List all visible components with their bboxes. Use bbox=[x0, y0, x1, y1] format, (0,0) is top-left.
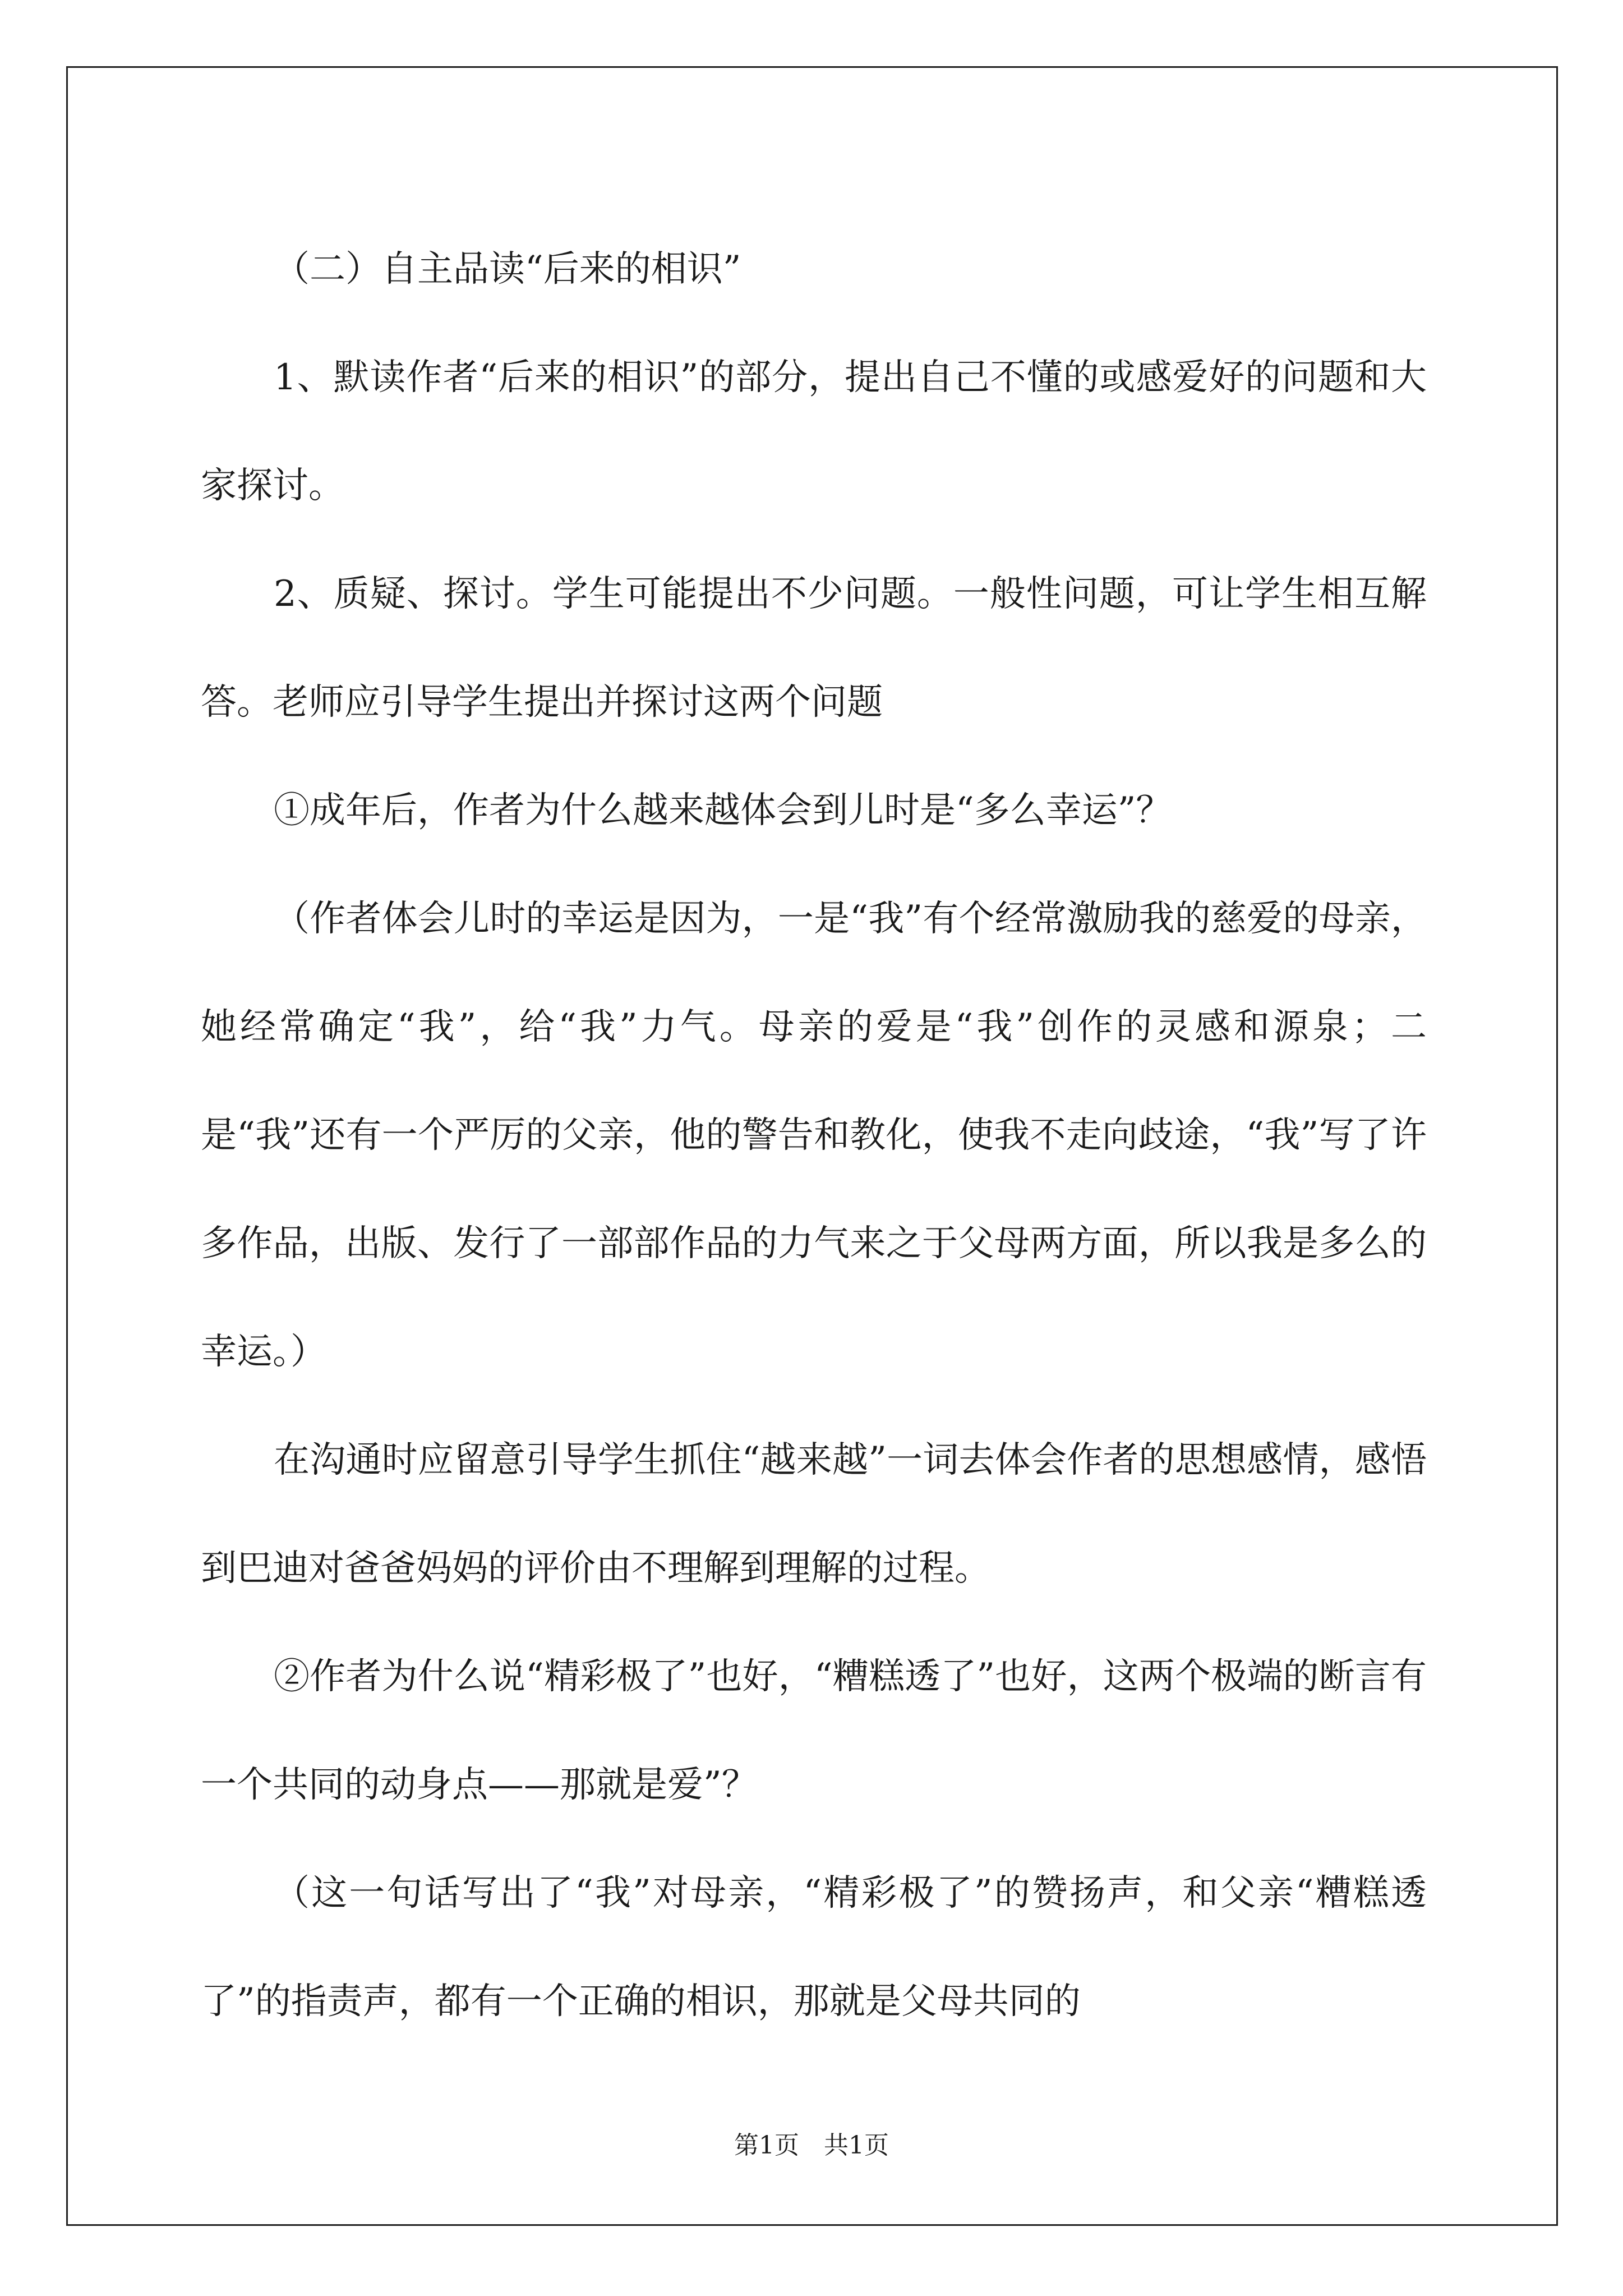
question-2: ②作者为什么说“精彩极了”也好，“糟糕透了”也好，这两个极端的断言有一个共同的动身点——那就是爱”？ bbox=[201, 1656, 1427, 1806]
section-heading: （二）自主品读“后来的相识” bbox=[274, 249, 741, 290]
answer-2: （这一句话写出了“我”对母亲，“精彩极了”的赞扬声，和父亲“糟糕透了”的指责声，都有一个正确的相识，那就是父母共同的 bbox=[201, 1872, 1427, 2022]
paragraph-1: 1、默读作者“后来的相识”的部分，提出自己不懂的或感爱好的问题和大家探讨。 bbox=[201, 357, 1427, 507]
paragraph-note: 在沟通时应留意引导学生抓住“越来越”一词去体会作者的思想感情，感悟到巴迪对爸爸妈妈的评价由不理解到理解的过程。 bbox=[201, 1439, 1427, 1589]
page-footer: 第1页 共1页 bbox=[734, 2131, 889, 2160]
question-1: ①成年后，作者为什么越来越体会到儿时是“多么幸运”？ bbox=[274, 790, 1172, 831]
paragraph-2: 2、质疑、探讨。学生可能提出不少问题。一般性问题，可让学生相互解答。老师应引导学生提出并探讨这两个问题 bbox=[201, 573, 1427, 723]
answer-1: （作者体会儿时的幸运是因为，一是“我”有个经常激励我的慈爱的母亲，她经常确定“我”，给“我”力气。母亲的爱是“我”创作的灵感和源泉；二是“我”还有一个严厉的父亲，他的警告和教化，使我不走向歧途，“我”写了许多作品，出版、发行了一部部作品的力气来之于父母两方面，所以我是多么的幸运。） bbox=[201, 898, 1427, 1373]
document-body bbox=[201, 215, 1427, 2056]
